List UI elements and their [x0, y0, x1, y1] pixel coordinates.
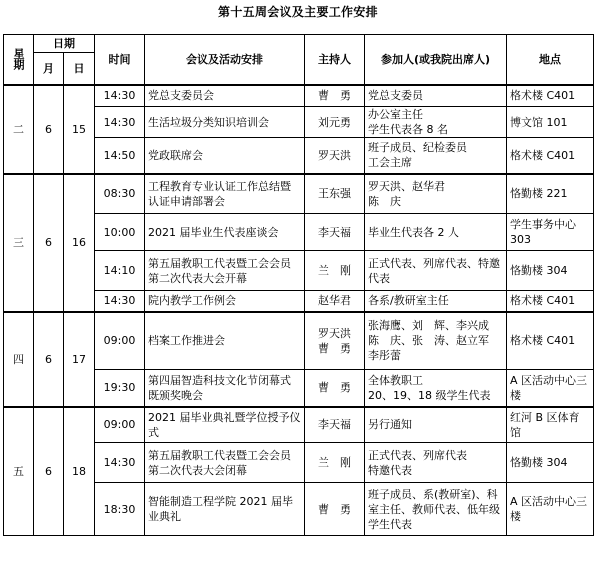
cell-host: 罗天洪 曹 勇: [305, 312, 365, 370]
cell-agenda: 2021 届毕业典礼暨学位授予仪式: [145, 407, 305, 443]
table-row: [4, 312, 594, 370]
cell-time: 09:00: [95, 312, 145, 370]
cell-time: 14:30: [95, 107, 145, 138]
cell-attendees: 罗天洪、赵华君 陈 庆: [365, 174, 507, 214]
cell-month: 6: [34, 85, 64, 174]
cell-location: 恪勤楼 221: [507, 174, 594, 214]
cell-weekday: 三: [4, 174, 34, 312]
cell-agenda: 生活垃圾分类知识培训会: [145, 107, 305, 138]
cell-time: 14:10: [95, 251, 145, 291]
cell-host: 李天福: [305, 407, 365, 443]
cell-agenda: 2021 届毕业生代表座谈会: [145, 214, 305, 251]
cell-agenda: 第四届智造科技文化节闭幕式既颁奖晚会: [145, 370, 305, 407]
cell-month: 6: [34, 407, 64, 536]
cell-location: 红河 B 区体育馆: [507, 407, 594, 443]
cell-host: 兰 刚: [305, 251, 365, 291]
cell-host: 兰 刚: [305, 443, 365, 483]
header-location: 地点: [507, 35, 594, 85]
cell-host: 曹 勇: [305, 85, 365, 107]
cell-day: 18: [64, 407, 95, 536]
cell-attendees: 办公室主任 学生代表各 8 名: [365, 107, 507, 138]
cell-location: 恪勤楼 304: [507, 443, 594, 483]
cell-agenda: 第五届教职工代表暨工会会员第二次代表大会开幕: [145, 251, 305, 291]
schedule-body: [4, 85, 594, 536]
cell-host: 曹 勇: [305, 370, 365, 407]
cell-weekday: 五: [4, 407, 34, 536]
header-time: 时间: [95, 35, 145, 85]
cell-location: A 区活动中心三楼: [507, 370, 594, 407]
cell-time: 10:00: [95, 214, 145, 251]
cell-host: 刘元勇: [305, 107, 365, 138]
cell-attendees: 班子成员、系(教研室)、科室主任、教师代表、低年级学生代表: [365, 483, 507, 536]
cell-attendees: 张海鹰、刘 辉、李兴成 陈 庆、张 涛、赵立军 李彤蕾: [365, 312, 507, 370]
cell-location: 格术楼 C401: [507, 312, 594, 370]
cell-host: 王东强: [305, 174, 365, 214]
cell-location: 恪勤楼 304: [507, 251, 594, 291]
cell-time: 14:30: [95, 291, 145, 312]
schedule-table: [3, 34, 594, 536]
table-row: [4, 174, 594, 214]
cell-time: 19:30: [95, 370, 145, 407]
cell-attendees: 正式代表、列席代表、特邀代表: [365, 251, 507, 291]
cell-attendees: 党总支委员: [365, 85, 507, 107]
cell-time: 14:30: [95, 443, 145, 483]
cell-host: 李天福: [305, 214, 365, 251]
cell-weekday: 二: [4, 85, 34, 174]
cell-agenda: 第五届教职工代表暨工会会员第二次代表大会闭幕: [145, 443, 305, 483]
cell-agenda: 智能制造工程学院 2021 届毕业典礼: [145, 483, 305, 536]
cell-agenda: 院内教学工作例会: [145, 291, 305, 312]
cell-agenda: 档案工作推进会: [145, 312, 305, 370]
table-row: [4, 407, 594, 443]
cell-location: 格术楼 C401: [507, 85, 594, 107]
cell-time: 14:50: [95, 138, 145, 174]
cell-agenda: 党政联席会: [145, 138, 305, 174]
cell-day: 17: [64, 312, 95, 407]
cell-month: 6: [34, 174, 64, 312]
header-date: 日期: [34, 35, 95, 53]
cell-host: 曹 勇: [305, 483, 365, 536]
cell-host: 赵华君: [305, 291, 365, 312]
cell-attendees: 正式代表、列席代表 特邀代表: [365, 443, 507, 483]
cell-host: 罗天洪: [305, 138, 365, 174]
cell-attendees: 另行通知: [365, 407, 507, 443]
header-weekday: 星期: [4, 35, 34, 85]
cell-attendees: 全体教职工 20、19、18 级学生代表: [365, 370, 507, 407]
cell-location: A 区活动中心三楼: [507, 483, 594, 536]
cell-time: 14:30: [95, 85, 145, 107]
page-title: 第十五周会议及主要工作安排: [218, 5, 378, 19]
header-month: 月: [34, 53, 64, 85]
cell-time: 09:00: [95, 407, 145, 443]
cell-time: 18:30: [95, 483, 145, 536]
cell-location: 格术楼 C401: [507, 291, 594, 312]
header-host: 主持人: [305, 35, 365, 85]
cell-agenda: 党总支委员会: [145, 85, 305, 107]
header-attendees: 参加人(或我院出席人): [365, 35, 507, 85]
cell-location: 格术楼 C401: [507, 138, 594, 174]
cell-attendees: 各系/教研室主任: [365, 291, 507, 312]
table-row: [4, 85, 594, 107]
cell-agenda: 工程教育专业认证工作总结暨认证申请部署会: [145, 174, 305, 214]
cell-day: 15: [64, 85, 95, 174]
cell-attendees: 班子成员、纪检委员 工会主席: [365, 138, 507, 174]
cell-weekday: 四: [4, 312, 34, 407]
cell-location: 学生事务中心 303: [507, 214, 594, 251]
header-agenda: 会议及活动安排: [145, 35, 305, 85]
header-day: 日: [64, 53, 95, 85]
cell-attendees: 毕业生代表各 2 人: [365, 214, 507, 251]
cell-month: 6: [34, 312, 64, 407]
cell-location: 博文馆 101: [507, 107, 594, 138]
cell-day: 16: [64, 174, 95, 312]
cell-time: 08:30: [95, 174, 145, 214]
